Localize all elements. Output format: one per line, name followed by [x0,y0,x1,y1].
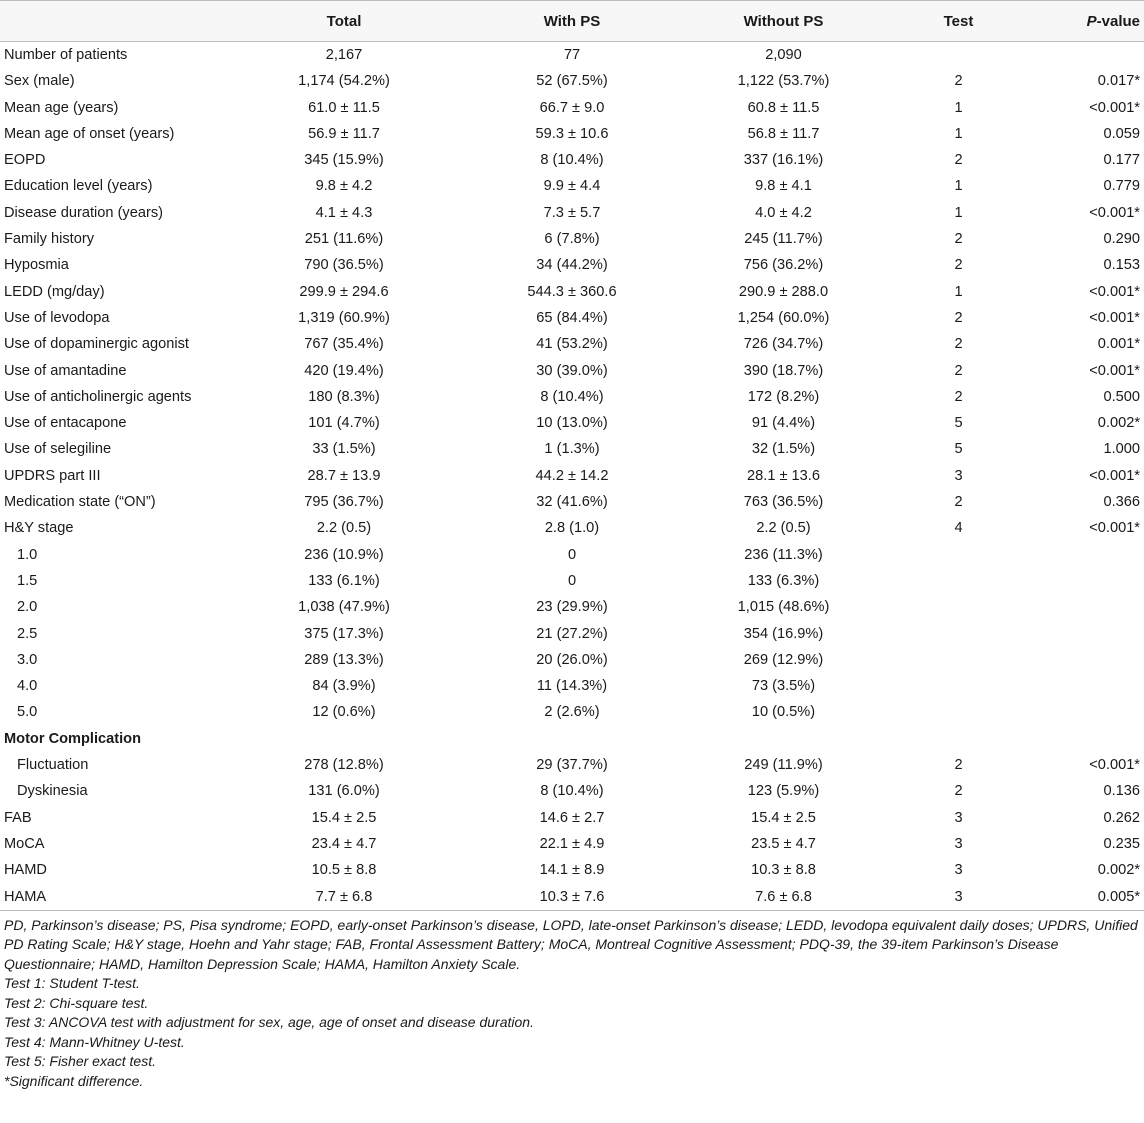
cell-label: 1.0 [17,546,38,563]
cell-total: 12 (0.6%) [312,704,376,721]
cell-test: 2 [954,336,963,353]
cell-test: 3 [954,467,963,484]
cell-without-ps: 249 (11.9%) [744,757,823,774]
table-row [0,515,1144,541]
cell-total: 236 (10.9%) [304,546,384,563]
cell-with-ps: 11 (14.3%) [536,678,608,695]
table-row [0,305,1144,331]
cell-label: FAB [4,809,32,826]
cell-without-ps: 10.3 ± 8.8 [751,862,816,879]
cell-p-value [1036,673,1144,699]
cell-with-ps: 0 [567,572,577,589]
cell-with-ps: 44.2 ± 14.2 [535,467,609,484]
cell-with-ps: 14.6 ± 2.7 [539,809,605,826]
cell-test: 2 [954,388,963,405]
table-row [0,621,1144,647]
cell-with-ps: 6 (7.8%) [544,231,600,248]
cell-label: Fluctuation [17,757,89,774]
cell-p-value: 1.000 [1103,441,1140,458]
header-p-italic: P [1086,12,1097,30]
cell-p-value: 0.262 [1103,809,1140,826]
cell-without-ps: 337 (16.1%) [743,152,824,169]
cell-label: 5.0 [17,704,38,721]
cell-test: 1 [954,125,963,142]
cell-total: 278 (12.8%) [304,757,384,774]
cell-label: Dyskinesia [17,783,88,800]
cell-without-ps: 7.6 ± 6.8 [686,884,881,911]
cell-without-ps: 290.9 ± 288.0 [738,283,829,300]
cell-without-ps: 1,015 (48.6%) [737,599,830,616]
cell-test: 2 [954,783,963,800]
cell-test: 2 [954,231,963,248]
cell-without-ps: 10 (0.5%) [751,704,816,721]
cell-total: 84 (3.9%) [312,678,376,695]
table-row [0,542,1144,568]
cell-p-value: <0.001* [1089,283,1140,300]
cell-with-ps: 77 [563,47,581,63]
cell-with-ps: 59.3 ± 10.6 [535,125,609,142]
cell-with-ps: 22.1 ± 4.9 [539,835,605,852]
cell-label: UPDRS part III [4,467,101,484]
header-total: Total [230,1,458,42]
cell-test [881,647,1036,673]
cell-label: H&Y stage [4,520,74,537]
cell-total: 4.1 ± 4.3 [315,204,373,221]
cell-with-ps: 0 [567,546,577,563]
cell-label: Use of entacapone [4,415,127,432]
cell-test [881,568,1036,594]
cell-total: 101 (4.7%) [308,415,380,432]
cell-label: Education level (years) [4,178,153,195]
table-row [0,489,1144,515]
cell-p-value [1036,42,1144,69]
footnote-test4: Test 4: Mann-Whitney U-test. [4,1033,185,1050]
cell-without-ps: 32 (1.5%) [751,441,816,458]
cell-label: 1.5 [17,572,38,589]
cell-with-ps: 2.8 (1.0) [544,520,600,537]
table-row [0,173,1144,199]
cell-test [881,726,1036,752]
cell-total: 10.5 ± 8.8 [311,862,377,879]
cell-p-value: 0.153 [1103,257,1140,274]
cell-test: 2 [954,309,963,326]
cell-p-value [1036,594,1144,620]
cell-test: 2 [954,757,963,774]
header-test: Test [881,1,1036,42]
table-row [0,68,1144,94]
cell-total: 7.7 ± 6.8 [230,884,458,911]
cell-label: MoCA [4,835,45,852]
cell-without-ps: 9.8 ± 4.1 [755,178,812,195]
table-row [0,857,1144,883]
cell-total: 56.9 ± 11.7 [308,125,380,142]
header-without-ps: Without PS [686,1,881,42]
cell-label: Family history [4,231,95,248]
cell-label: Use of amantadine [4,362,127,379]
table-row [0,463,1144,489]
cell-total: 790 (36.5%) [304,257,384,274]
cell-p-value: <0.001* [1089,467,1140,484]
table-row [0,805,1144,831]
cell-p-value: 0.177 [1103,152,1140,169]
cell-without-ps: 354 (16.9%) [743,625,824,642]
cell-without-ps: 133 (6.3%) [747,572,820,589]
cell-test: 2 [954,152,963,169]
table-row [0,726,1144,752]
cell-test: 3 [954,835,963,852]
header-with-ps: With PS [458,1,686,42]
table-row [0,226,1144,252]
table-row [0,279,1144,305]
table-row [0,42,1144,69]
cell-p-value: <0.001* [1089,309,1140,326]
cell-p-value: 0.235 [1103,835,1140,852]
cell-test [881,542,1036,568]
cell-label: Disease duration (years) [4,204,163,221]
cell-with-ps: 2 (2.6%) [544,704,600,721]
cell-total: 1,319 (60.9%) [298,309,390,326]
cell-label: Use of dopaminergic agonist [4,336,189,353]
cell-label: Use of selegiline [4,441,112,458]
cell-without-ps: 1,254 (60.0%) [737,309,830,326]
cell-total: 2,167 [325,47,363,63]
cell-p-value [1036,647,1144,673]
cell-without-ps: 28.1 ± 13.6 [747,467,820,484]
table-row [0,121,1144,147]
cell-with-ps: 52 (67.5%) [536,73,608,90]
cell-without-ps: 245 (11.7%) [744,231,823,248]
cell-test: 1 [954,283,963,300]
footnote-abbreviations: PD, Parkinson’s disease; PS, Pisa syndrome; EOPD, early-onset Parkinson’s disease, LOPD, late-onset Parkinson’s disease; LEDD, levodopa equivalent daily doses; UPDRS, Unified PD Rating Scale; H&Y stage, Hoehn and Yahr stage; FAB, Frontal Assessment Battery; MoCA, Montreal Cognitive Assessment; PDQ-39, the 39-item Parkinson’s Disease Questionnaire; HAMD, Hamilton Depression Scale; HAMA, Hamilton Anxiety Scale. [4,916,1138,972]
cell-label: HAMA [0,884,230,911]
cell-total: 345 (15.9%) [304,152,384,169]
cell-label: 2.5 [17,625,38,642]
cell-with-ps [458,726,686,752]
cell-without-ps: 73 (3.5%) [751,678,816,695]
cell-without-ps: 269 (12.9%) [743,651,824,668]
cell-without-ps: 2,090 [765,47,802,63]
cell-with-ps: 21 (27.2%) [536,625,608,642]
cell-total: 33 (1.5%) [312,441,376,458]
footnote-significance: *Significant difference. [4,1072,144,1089]
footnote-test2: Test 2: Chi-square test. [4,994,149,1011]
cell-p-value [1036,542,1144,568]
table-row [0,384,1144,410]
cell-with-ps: 30 (39.0%) [536,362,608,379]
cell-with-ps: 34 (44.2%) [536,257,608,274]
cell-with-ps: 8 (10.4%) [540,783,604,800]
table-header [0,1,1144,42]
cell-p-value: 0.005* [1036,884,1144,911]
cell-without-ps: 763 (36.5%) [743,494,824,511]
cell-p-value: 0.017* [1097,73,1140,90]
cell-test [881,594,1036,620]
footnote-test3: Test 3: ANCOVA test with adjustment for sex, age, age of onset and disease duration. [4,1014,534,1031]
cell-label: Number of patients [4,47,128,63]
cell-test: 2 [954,257,963,274]
cell-without-ps: 15.4 ± 2.5 [751,809,816,826]
cell-with-ps: 8 (10.4%) [540,388,604,405]
cell-with-ps: 544.3 ± 360.6 [527,283,617,300]
table-row [0,436,1144,462]
cell-without-ps: 2.2 (0.5) [756,520,811,537]
cell-test: 5 [954,415,963,432]
cell-label: Hyposmia [4,257,69,274]
cell-with-ps: 41 (53.2%) [536,336,608,353]
table-row [0,147,1144,173]
cell-total: 299.9 ± 294.6 [299,283,389,300]
cell-test [881,621,1036,647]
cell-p-value: <0.001* [1089,99,1140,116]
cell-without-ps: 23.5 ± 4.7 [751,835,816,852]
cell-without-ps: 236 (11.3%) [744,546,823,563]
cell-label: Sex (male) [4,73,75,90]
table-row [0,831,1144,857]
footnote-test1: Test 1: Student T-test. [4,975,140,992]
cell-total: 375 (17.3%) [304,625,384,642]
table-row [0,200,1144,226]
cell-test [881,699,1036,725]
cell-test: 1 [954,204,963,221]
cell-label: Mean age (years) [4,99,119,116]
table-row [0,252,1144,278]
cell-p-value: 0.779 [1103,178,1140,195]
cell-total: 251 (11.6%) [304,231,384,248]
table-row [0,594,1144,620]
cell-without-ps: 1,122 (53.7%) [737,73,830,90]
cell-test: 1 [954,99,963,116]
cell-total: 1,174 (54.2%) [298,73,390,90]
table-row [0,778,1144,804]
table-row [0,647,1144,673]
table-row [0,699,1144,725]
cell-with-ps: 66.7 ± 9.0 [539,99,605,116]
cell-label: 3.0 [17,651,38,668]
cell-p-value: 0.002* [1097,415,1140,432]
cell-with-ps: 23 (29.9%) [536,599,608,616]
cell-without-ps: 123 (5.9%) [747,783,820,800]
header-label [0,1,230,42]
cell-total: 795 (36.7%) [304,494,384,511]
cell-with-ps: 9.9 ± 4.4 [543,178,601,195]
cell-with-ps: 7.3 ± 5.7 [543,204,601,221]
cell-label: 4.0 [17,678,38,695]
cell-label: Motor Complication [4,730,142,747]
cell-p-value: 0.059 [1103,125,1140,142]
cell-total: 28.7 ± 13.9 [307,467,381,484]
cell-total: 61.0 ± 11.5 [308,99,380,116]
cell-with-ps: 8 (10.4%) [540,152,604,169]
cell-test: 3 [954,862,963,879]
cell-label: EOPD [4,152,46,169]
cell-test: 4 [954,520,963,537]
table-row [0,884,1144,911]
cell-without-ps: 172 (8.2%) [747,388,820,405]
cell-with-ps: 29 (37.7%) [536,757,608,774]
cell-total: 9.8 ± 4.2 [315,178,373,195]
cell-without-ps: 726 (34.7%) [743,336,824,353]
cell-with-ps: 14.1 ± 8.9 [539,862,605,879]
cell-p-value: 0.001* [1097,336,1140,353]
table-row [0,95,1144,121]
cell-total: 133 (6.1%) [308,572,380,589]
table-row [0,673,1144,699]
cell-label: Use of anticholinergic agents [4,388,192,405]
table-row [0,568,1144,594]
cell-p-value [1036,699,1144,725]
cell-total: 23.4 ± 4.7 [311,835,377,852]
header-row [0,1,1144,42]
cell-with-ps: 10.3 ± 7.6 [458,884,686,911]
cell-label: Use of levodopa [4,309,110,326]
cell-label: Medication state (“ON”) [4,494,156,511]
cell-total: 767 (35.4%) [304,336,384,353]
cell-total: 2.2 (0.5) [316,520,372,537]
table-row [0,358,1144,384]
table-row [0,331,1144,357]
cell-p-value: 0.500 [1103,388,1140,405]
cell-without-ps: 60.8 ± 11.5 [747,99,820,116]
cell-total: 15.4 ± 2.5 [311,809,377,826]
cell-label: 2.0 [17,599,38,616]
cell-total: 131 (6.0%) [308,783,380,800]
cell-p-value: <0.001* [1089,204,1140,221]
footnote-test5: Test 5: Fisher exact test. [4,1053,156,1070]
cell-label: LEDD (mg/day) [4,283,105,300]
cell-p-value: 0.002* [1097,862,1140,879]
cell-with-ps: 1 (1.3%) [544,441,600,458]
cell-p-value: 0.136 [1103,783,1140,800]
cell-total: 289 (13.3%) [304,651,384,668]
cell-p-value: <0.001* [1089,362,1140,379]
cell-test: 2 [954,494,963,511]
cell-without-ps: 390 (18.7%) [743,362,824,379]
cell-without-ps: 756 (36.2%) [743,257,824,274]
header-p-value [1036,1,1144,42]
cell-total: 180 (8.3%) [308,388,380,405]
cell-without-ps: 91 (4.4%) [751,415,816,432]
cell-p-value: 0.290 [1103,231,1140,248]
cell-test: 1 [954,178,963,195]
cell-test: 2 [954,73,963,90]
cell-without-ps [686,726,881,752]
cell-p-value [1036,568,1144,594]
table-footnotes [0,911,1144,1092]
cell-with-ps: 32 (41.6%) [536,494,608,511]
cell-p-value: <0.001* [1089,757,1140,774]
cell-p-value: <0.001* [1089,520,1140,537]
cell-total: 420 (19.4%) [304,362,384,379]
cell-total: 1,038 (47.9%) [298,599,390,616]
cell-label: HAMD [4,862,47,879]
header-p-suffix: -value [1096,12,1140,30]
cell-test: 3 [954,809,963,826]
cell-test: 5 [954,441,963,458]
table-body [0,42,1144,911]
cell-test [881,42,1036,69]
cell-with-ps: 65 (84.4%) [536,309,608,326]
cell-without-ps: 56.8 ± 11.7 [747,125,820,142]
cell-p-value: 0.366 [1103,494,1140,511]
cell-p-value [1036,621,1144,647]
table-row [0,752,1144,778]
cell-with-ps: 10 (13.0%) [536,415,608,432]
cell-label: Mean age of onset (years) [4,125,175,142]
cell-p-value [1036,726,1144,752]
cell-total [230,726,458,752]
cell-without-ps: 4.0 ± 4.2 [755,204,812,221]
cell-with-ps: 20 (26.0%) [536,651,608,668]
cell-test [881,673,1036,699]
table-row [0,410,1144,436]
cell-test: 3 [881,884,1036,911]
cell-test: 2 [954,362,963,379]
